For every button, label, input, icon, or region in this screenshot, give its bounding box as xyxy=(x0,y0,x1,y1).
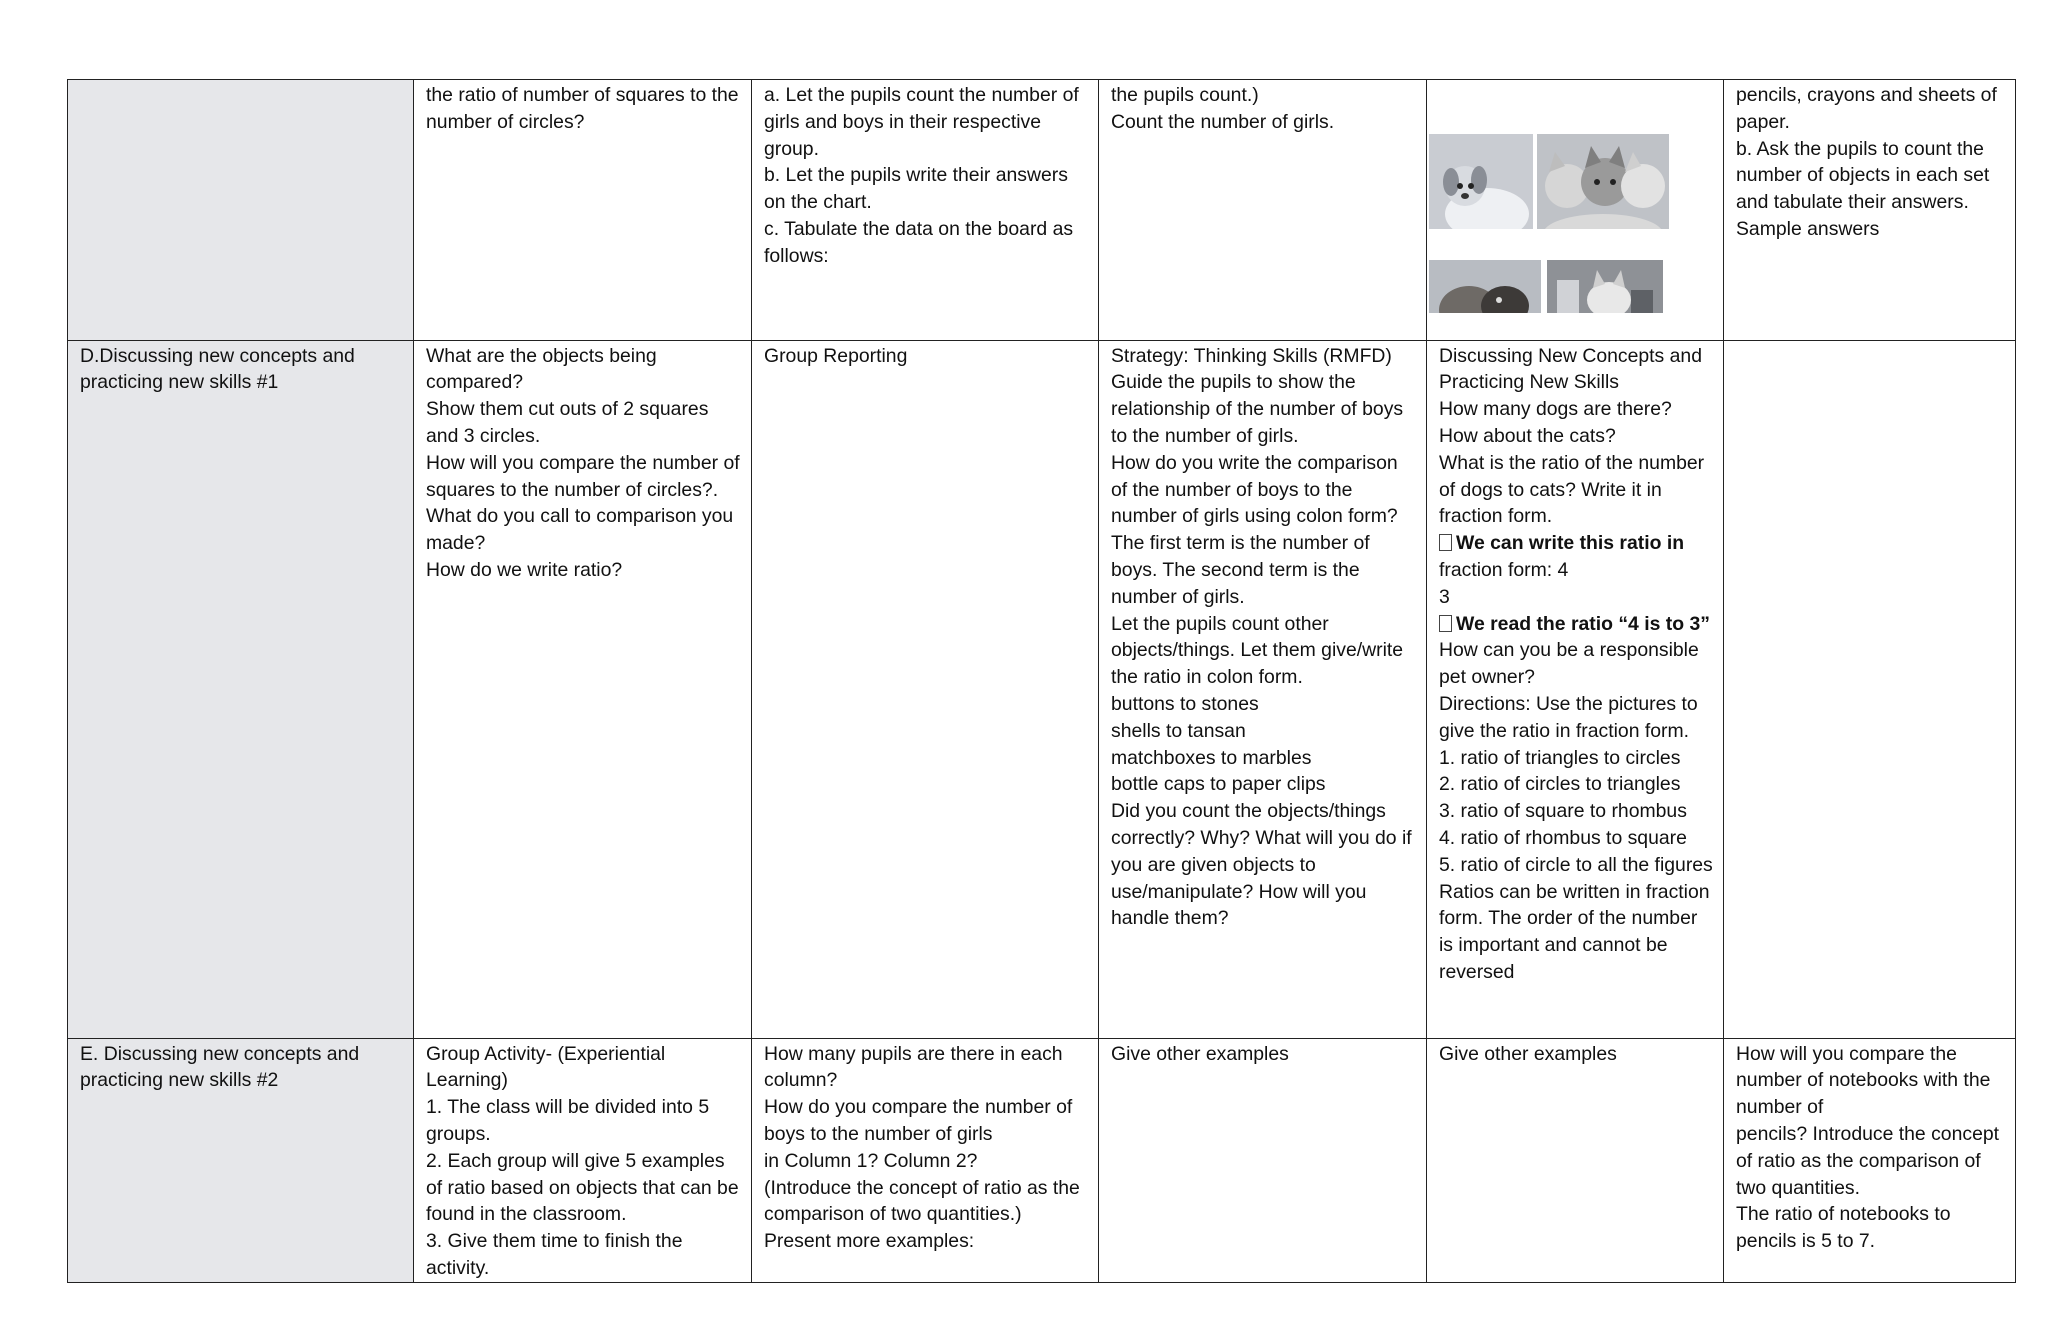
table-row xyxy=(68,340,2016,1038)
cell-rest-text: How can you be a responsible pet owner? Directions: Use the pictures to give the ratio in fraction form. 1. ratio of triangles to circles 2. ratio of circles to triangles 3. ratio of square to rhombus 4. ratio of rhombus to square 5. ratio of circle to all the figures Ratios can be written in fraction form. The order of the number is important and cannot be reversed xyxy=(1439,639,1713,983)
procedure-cell: Group Reporting xyxy=(752,340,1099,1038)
table-row xyxy=(68,80,2016,341)
bold-statement: We read the ratio “4 is to 3” xyxy=(1456,612,1710,635)
procedure-cell: Give other examples xyxy=(1099,1038,1427,1282)
pets-photo-cell xyxy=(1427,80,1724,341)
procedure-cell: How many pupils are there in each column? How do you compare the number of boys to the number of girls in Column 1? Column 2? (Introduce the concept of ratio as the comparison of two quantities.) Present more examples: xyxy=(752,1038,1099,1282)
procedure-cell: the pupils count.) Count the number of girls. xyxy=(1099,80,1427,341)
bold-statement: We can write this ratio in xyxy=(1456,532,1685,555)
pets-photo-collage xyxy=(1427,107,1723,313)
missing-glyph-icon xyxy=(1439,615,1452,632)
procedure-cell: Group Activity- (Experiential Learning) 1. The class will be divided into 5 groups. 2. Each group will give 5 examples of ratio based on objects that can be found in the classroom. 3. Give them time to finish the activity. xyxy=(414,1038,752,1282)
procedure-cell: the ratio of number of squares to the number of circles? xyxy=(414,80,752,341)
cats-photo-icon xyxy=(1537,107,1669,229)
procedure-cell xyxy=(1724,340,2016,1038)
procedure-cell: pencils, crayons and sheets of paper. b. Ask the pupils to count the number of objects in each set and tabulate their answers. Sample answers xyxy=(1724,80,2016,341)
row-label-cell: E. Discussing new concepts and practicing new skills #2 xyxy=(68,1038,414,1282)
table-row xyxy=(68,1038,2016,1282)
dog-and-cat-photo-icon xyxy=(1429,233,1541,313)
cell-intro-text: Discussing New Concepts and Practicing New Skills How many dogs are there? How about the cats? What is the ratio of the number of dogs to cats? Write it in fraction form. xyxy=(1439,344,1705,528)
procedure-cell: How will you compare the number of notebooks with the number of pencils? Introduce the concept of ratio as the comparison of two quantities. The ratio of notebooks to pencils is 5 to 7. xyxy=(1724,1038,2016,1282)
missing-glyph-icon xyxy=(1439,534,1452,551)
row-label-cell: D.Discussing new concepts and practicing new skills #1 xyxy=(68,340,414,1038)
procedure-cell: a. Let the pupils count the number of girls and boys in their respective group. b. Let the pupils write their answers on the chart. c. Tabulate the data on the board as follows: xyxy=(752,80,1099,341)
row-label-cell xyxy=(68,80,414,341)
procedure-cell: What are the objects being compared? Show them cut outs of 2 squares and 3 circles. How will you compare the number of squares to the number of circles?. What do you call to comparison you made? How do we write ratio? xyxy=(414,340,752,1038)
cat-photo-icon xyxy=(1547,233,1663,313)
procedure-cell: Give other examples xyxy=(1427,1038,1724,1282)
lesson-plan-table xyxy=(67,79,2016,1283)
procedure-cell xyxy=(1427,340,1724,1038)
fraction-text: fraction form: 4 3 xyxy=(1439,558,1569,608)
dog-photo-icon xyxy=(1429,107,1533,229)
procedure-cell: Strategy: Thinking Skills (RMFD) Guide the pupils to show the relationship of the number of boys to the number of girls. How do you write the comparison of the number of boys to the number of girls using colon form? The first term is the number of boys. The second term is the number of girls. Let the pupils count other objects/things. Let them give/write the ratio in colon form. buttons to stones shells to tansan matchboxes to marbles bottle caps to paper clips Did you count the objects/things correctly? Why? What will you do if you are given objects to use/manipulate? How will you handle them? xyxy=(1099,340,1427,1038)
